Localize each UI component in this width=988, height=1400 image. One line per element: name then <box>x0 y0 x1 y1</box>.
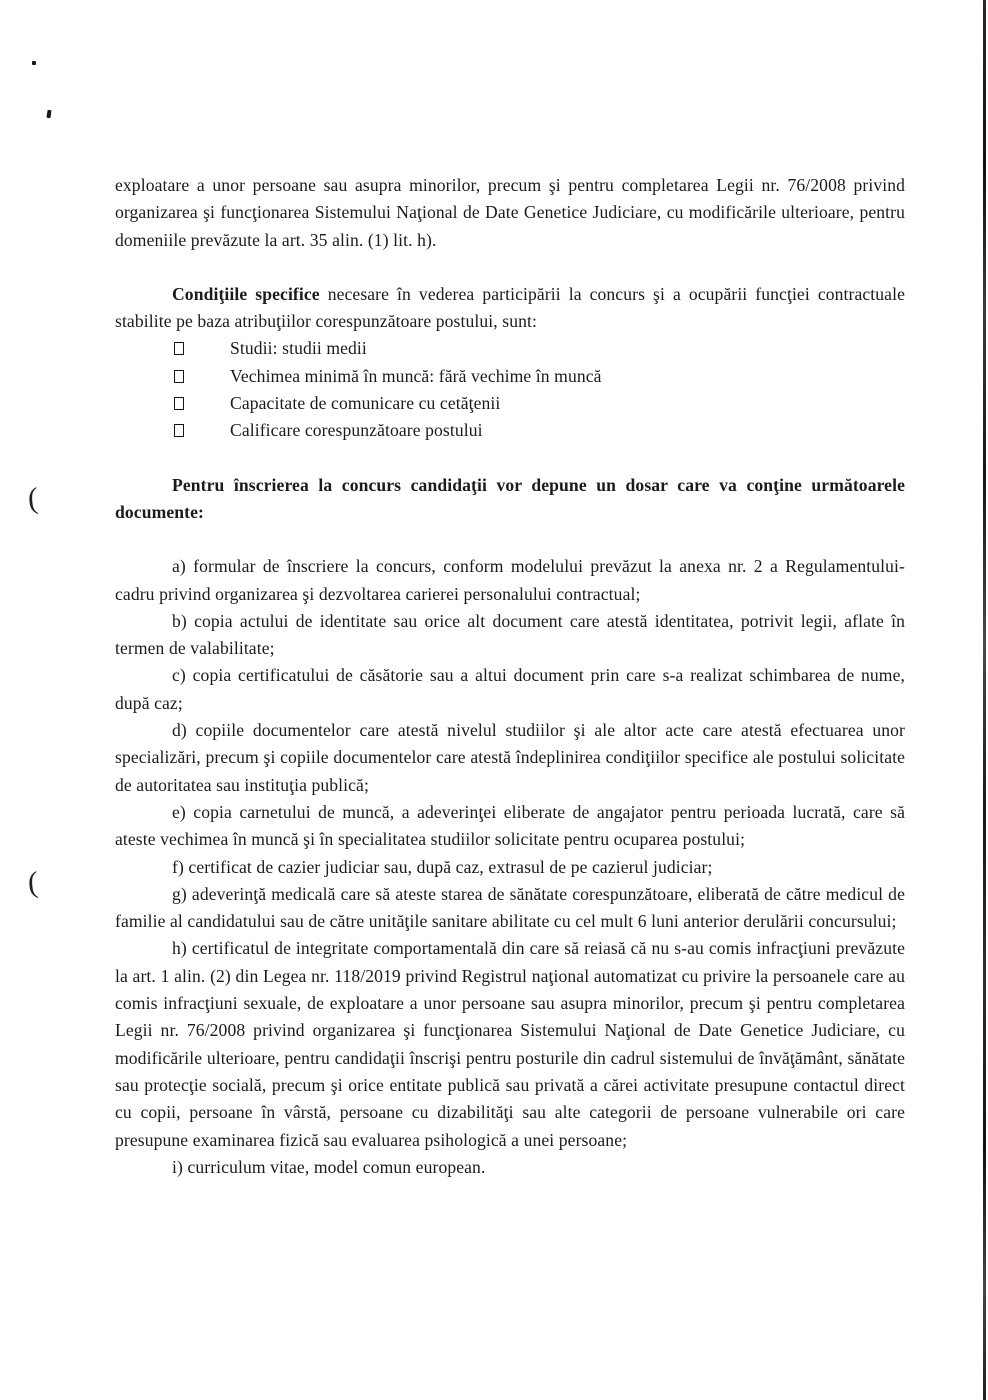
scan-speck-icon <box>32 61 36 65</box>
conditions-list <box>115 335 905 444</box>
list-item-label: Vechimea minimă în muncă: fără vechime în muncă <box>230 365 602 386</box>
document-item-a: a) formular de înscriere la concurs, conform modelului prevăzut la anexa nr. 2 a Regulamentului-cadru privind organizarea şi dezvoltarea carierei personalului contractual; <box>115 556 905 604</box>
list-item-label: Capacitate de comunicare cu cetăţenii <box>230 393 501 414</box>
specific-conditions-bold-label: Condiţiile specifice <box>172 283 320 304</box>
paragraph-specific-conditions <box>115 281 905 336</box>
list-item <box>115 363 905 390</box>
list-item <box>115 390 905 417</box>
document-item-h: h) certificatul de integritate comportamentală din care să reiasă că nu s-au comis infracţiuni prevăzute la art. 1 alin. (2) din Legea nr. 118/2019 privind Registrul naţional automatizat cu privire la persoanele care au comis infracţiuni sexuale, de exploatare a unor persoane sau asupra minorilor, precum şi pentru completarea Legii nr. 76/2008 privind organizarea şi funcţionarea Sistemului Naţional de Date Genetice Judiciare, cu modificările ulterioare, pentru candidaţii înscrişi pentru posturile din cadrul sistemului de învăţământ, sănătate sau protecţie socială, precum şi orice entitate publică sau privată a cărei activitate presupune contactul direct cu copii, persoane în vârstă, persoane cu dizabilităţi sau alte categorii de persoane vulnerabile ori care presupune examinarea fizică sau evaluarea psihologică a unei persoane; <box>115 938 905 1150</box>
scan-speck-icon <box>46 110 51 118</box>
document-item-b: b) copia actului de identitate sau orice alt document care atestă identitatea, potrivit legii, aflate în termen de valabilitate; <box>115 610 905 659</box>
document-item-e: e) copia carnetului de muncă, a adeverinţei eliberate de angajator pentru perioada lucrată, care să ateste vechimea în muncă şi în specialitatea studiilor solicitate pentru ocuparea postului; <box>115 801 905 850</box>
list-item-label: Calificare corespunzătoare postului <box>230 420 483 441</box>
scan-edge-line <box>983 0 986 1400</box>
checkbox-icon <box>174 424 184 437</box>
handwritten-paren-mark: ( <box>26 481 40 516</box>
document-item-g: g) adeverinţă medicală care să ateste starea de sănătate corespunzătoare, eliberată de către medicul de familie al candidatului sau de către unităţile sanitare abilitate cu cel mult 6 luni anterior derulării concursului; <box>115 883 905 932</box>
list-item-label: Studii: studii medii <box>230 338 367 359</box>
list-item <box>115 335 905 362</box>
document-body <box>115 172 905 1181</box>
paragraph-legal-continuation: exploatare a unor persoane sau asupra minorilor, precum şi pentru completarea Legii nr. 76/2008 privind organizarea şi funcţionarea Sistemului Naţional de Date Genetice Judiciare, cu modificările ulterioare, pentru domeniile prevăzute la art. 35 alin. (1) lit. h). <box>115 175 905 250</box>
checkbox-icon <box>174 342 184 355</box>
specific-conditions-text: necesare în vederea participării la concurs şi a ocupării funcţiei contractuale stabilite pe baza atribuţiilor corespunzătoare postului, sunt: <box>115 283 905 332</box>
handwritten-paren-mark: ( <box>26 865 40 900</box>
document-item-f: f) certificat de cazier judiciar sau, după caz, extrasul de pe cazierul judiciar; <box>172 856 713 877</box>
document-item-i: i) curriculum vitae, model comun european. <box>172 1156 486 1177</box>
document-item-d: d) copiile documentelor care atestă nivelul studiilor şi ale altor acte care atestă efectuarea unor specializări, precum şi copiile documentelor care atestă îndeplinirea condiţiilor specifice ale postului solicitate de autoritatea sau instituţia publică; <box>115 720 905 795</box>
document-item-c: c) copia certificatului de căsătorie sau a altui document prin care s-a realizat schimbarea de nume, după caz; <box>115 665 905 713</box>
paragraph-enrollment-heading: Pentru înscrierea la concurs candidaţii vor depune un dosar care va conţine următoarele documente: <box>115 474 905 522</box>
checkbox-icon <box>174 370 184 383</box>
checkbox-icon <box>174 397 184 410</box>
list-item <box>115 417 905 444</box>
